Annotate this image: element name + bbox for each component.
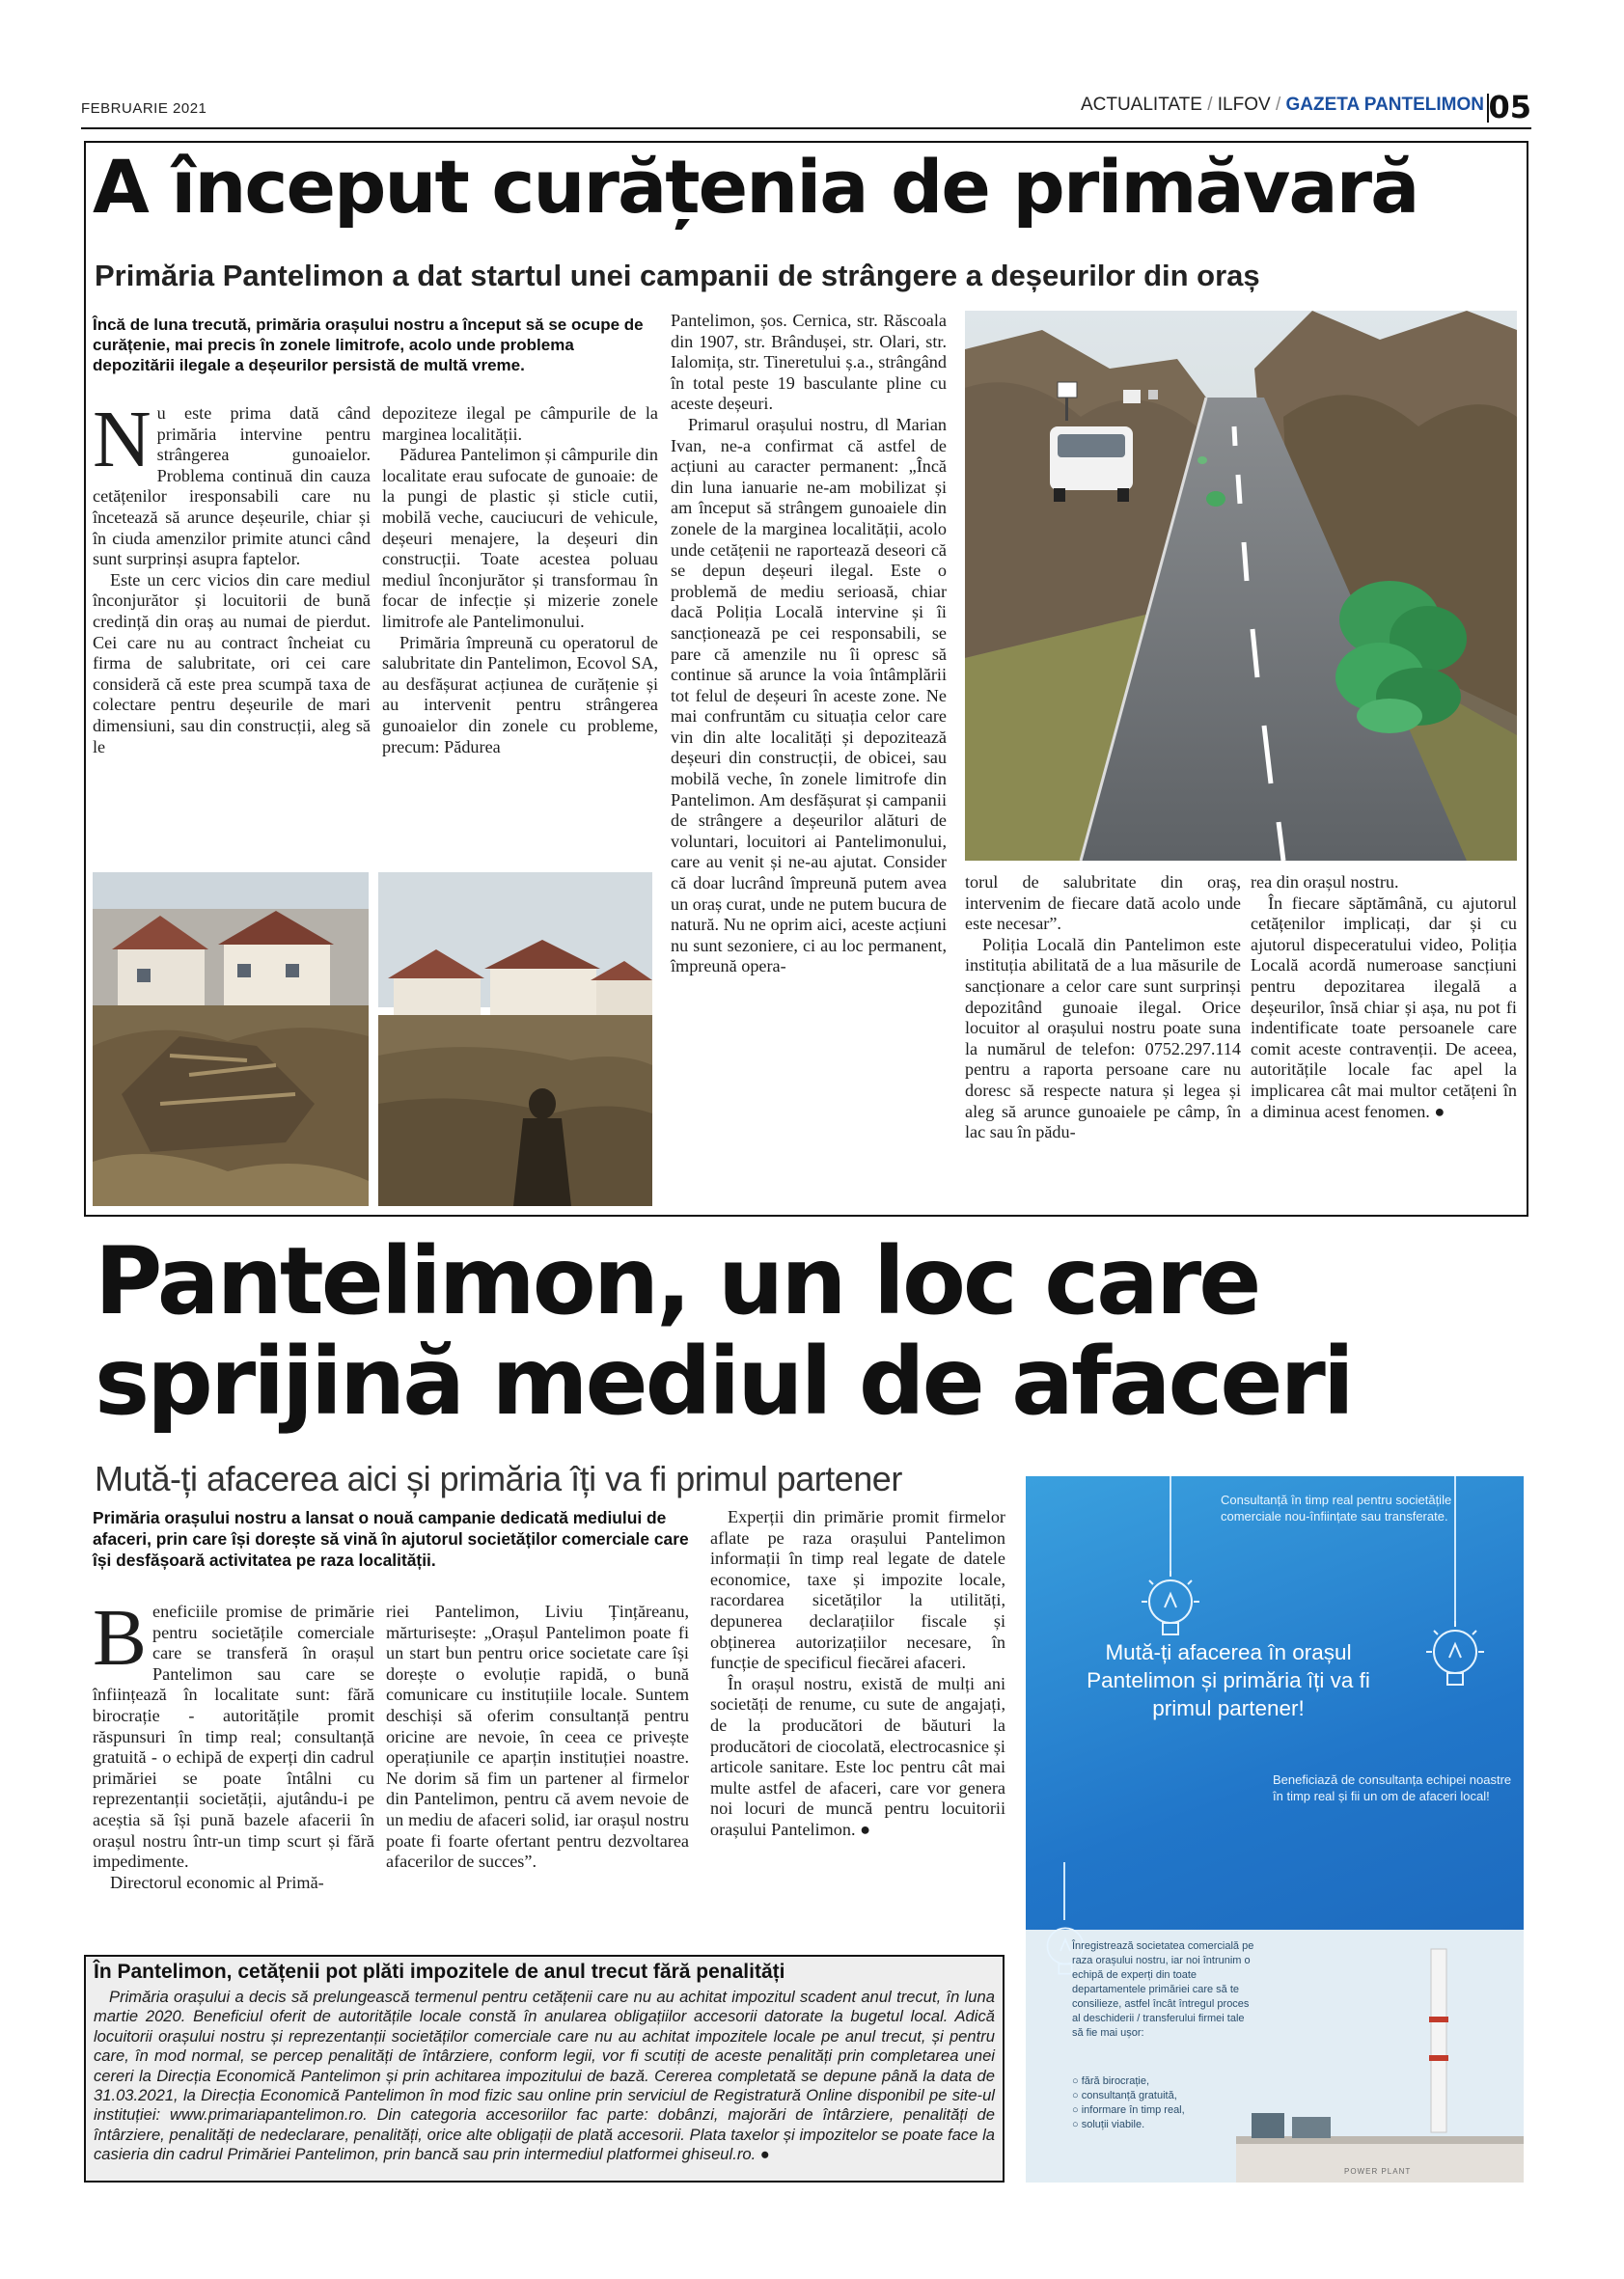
section-breadcrumb [1081,95,1484,116]
tax-notice-box [84,1955,1005,2183]
paragraph: riei Pantelimon, Liviu Țințăreanu, mărturisește: „Orașul Pantelimon poate fi un start bun pentru orice societate care își dorește o evoluție rapidă, o bună comunicare cu instituțiile locale. Suntem deschiși să oferim consultanță pentru oricine are nevoie, în ceea ce privește operațiunile ce aparțin instituției noastre. Ne dorim să fim un partener al firmelor din Pantelimon, pentru că avem nevoie de un mediu de afaceri solid, iar orașul nostru poate fi foarte ofertant pentru dezvoltarea afacerilor de succes”. [386,1602,689,1872]
paragraph: Directorul economic al Primă- [110,1872,324,1892]
article2-dropcap: B [93,1593,148,1683]
ad-benefit-list [1072,2074,1185,2132]
paragraph: Primăria împreună cu operatorul de salubritate din Pantelimon, Ecovol SA, au desfășurat acțiunea de curățenie și au intervenit pentru strângerea gunoaielor din zonele cu probleme, precum: Pădurea [382,632,658,756]
ad-mid-note: Beneficiază de consultanța echipei noastre în timp real și fii un om de afaceri local! [1273,1772,1512,1803]
page-number: 05 [1488,89,1531,125]
paragraph: eneficiile promise de primărie pentru societățile comerciale care se transferă în orașul Pantelimon sau care se înființează în localitate sunt: fără birocrație - autoritățile promit răspunsuri în timp real; consultanță gratuită - o echipă de experți din cadrul primăriei se poate întâlni cu reprezentanții societății, ajutându-i pe aceștia să își pună bazele afacerii în orașul nostru într-un timp scurt și fără impedimente. [93,1602,374,1872]
paragraph: torul de salubritate din oraș, intervenim de fiecare dată acolo unde este necesar”. [965,872,1241,934]
lightbulb-icon [1424,1619,1486,1696]
article1-column-1 [93,395,371,757]
article2-lead: Primăria orașului nostru a lansat o nouă campanie dedicată mediului de afaceri, prin care își dorește să vină în ajutorul societăților comerciale care își desfășoară activitatea pe raza localității. [93,1508,689,1570]
paragraph: Pantelimon, șos. Cernica, str. Răscoala din 1907, str. Brândușei, str. Olari, str. Ialomița, str. Tineretului ș.a., strângând în total peste 19 basculante pline cu aceste deșeuri. [671,311,947,414]
article2-headline-line2: sprijină mediul de afaceri [95,1328,1352,1436]
issue-date: FEBRUARIE 2021 [81,100,207,117]
cleared-field-drawing [378,872,652,1206]
ad-bottom-panel [1026,1930,1257,2183]
article2-column-1 [93,1593,374,1893]
article1-column-5 [1251,872,1517,1122]
building-sign: POWER PLANT [1344,2167,1412,2176]
business-ad [1026,1476,1524,2183]
breadcrumb-divider: / [1207,95,1213,115]
article2-subheadline: Mută-ți afacerea aici și primăria îți va fi primul partener [95,1459,902,1498]
paragraph: În fiecare săptămână, cu ajutorul cetățenilor implicați, dar și cu ajutorul dispeceratului video, Poliția Locală acordă numeroase sancțiuni pentru depozitarea ilegală a deșeurilor, însă chiar și așa, nu pot fi indentificate toate persoanele care comit aceste contravenții. De aceea, autoritățile locale fac apel la implicarea cât mai multor cetățeni în a diminua acest fenomen. ● [1251,892,1517,1121]
road-photo-drawing [965,311,1517,861]
paragraph: Experții din primărie promit firmelor aflate pe raza orașului Pantelimon informații în timp real legate de datele economice, taxe și impozite locale, racordarea sicetăților la utilități, depunerea declarațiilor fiscale și obținerea autorizațiilor necesare, în funcție de specificul fiecărei afaceri. [710,1507,1005,1673]
article1-subheadline: Primăria Pantelimon a dat startul unei campanii de strângere a deșeurilor din oraș [95,259,1260,292]
debris-photo-drawing [93,872,369,1206]
debris-photo [93,872,369,1206]
ad-benefit-item: ○ soluții viabile. [1072,2119,1145,2130]
section-ilfov: ILFOV [1217,95,1271,115]
section-actualitate: ACTUALITATE [1080,95,1202,115]
paragraph: Este un cerc vicios din care mediul înconjurător și locuitorii de bună credință din oraș au numai de pierdut. Cei care nu au contract încheiat cu firma de salubritate, ori cei care consideră că este prea scumpă taxa de colectare pentru deșeurile de mari dimensiuni, sau din construcții, aleg să le [93,569,371,756]
paragraph: rea din orașul nostru. [1251,872,1399,892]
paragraph: Poliția Locală din Pantelimon este instituția abilitată de a lua măsurile de sancționare a celor care sunt surprinși depozitând gunoaie ilegal. Orice locuitor al orașului nostru poate suna la numărul de telefon: 0752.297.114 pentru a raporta persoane care nu doresc să respecte natura și legea și aleg să arunce gunoaiele pe câmp, în lac sau în pădu- [965,934,1241,1142]
lightbulb-icon [1140,1569,1201,1646]
paragraph: În orașul nostru, există de mulți ani societăți de renume, cu sute de angajați, de la producători de băuturi la producători de ciocolată, electrocasnice și articole sanitare. Este loc pentru cât mai multe astfel de afaceri, care vor genera noi locuri de muncă pentru locuitorii orașului Pantelimon. ● [710,1673,1005,1839]
tax-notice-body: Primăria orașului a decis să prelungească termenul pentru cetățenii care nu au achitat impozitul scadent anul trecut, în luna martie 2020. Beneficiul oferit de autoritățile locale constă în anularea obligațiilor accesorii datorate la bugetul local. Adică locuitorii orașului nostru și reprezentanții societăților comerciale care nu au achitat impozitele locale pe anul trecut, și pentru care, în mod normal, se percep penalități de întârziere, conform legii, vor fi scutiți de aceste penalități prin completarea unei cereri la Direcția Economică Pantelimon și prin achitarea impozitului de bază. Cererea completată se depune până la data de 31.03.2021, la Direcția Economică Pantelimon în mod fizic sau online prin serviciul de Registratură Online disponibil pe site-ul instituției: www.primariapantelimon.ro. Din categoria accesoriilor fac parte: dobânzi, majorări de întârziere, penalități de întârziere, penalități de nedeclarare, penalități, orice alte obligații de plată accesorii. Plata taxelor și impozitelor se poate face la casieria din cadrul Primăriei Pantelimon, prin bancă sau prin intermediul platformei ghiseul.ro. ● [94,1988,995,2164]
article2-headline-line1: Pantelimon, un loc care [95,1227,1259,1335]
article1-column-2 [382,403,658,757]
article1-lead: Încă de luna trecută, primăria orașului nostru a început să se ocupe de curățenie, mai precis în zonele limitrofe, acolo unde problema depozitării ilegale a deșeurilor persistă de multă vreme. [93,316,644,374]
ad-benefit-item: ○ fără birocrație, [1072,2075,1150,2087]
ad-benefit-item: ○ informare în timp real, [1072,2104,1185,2116]
paragraph: Primarul orașului nostru, dl Marian Ivan, ne-a confirmat că astfel de acțiuni au caracter permanent: „Încă din luna ianuarie ne-am mobilizat și am început să strângem gunoaiele din zonele de la marginea localității, acolo unde cetățenii ne raportează deseori că se depun deșeuri ilegal. Este o problemă de mediu serioasă, chiar dacă Poliția Locală intervine și îi sancționează pe cei responsabili, se pare că amenzile nu îi opresc să continue să arunce la voia întâmplării tot felul de deșeuri în aceste zone. Ne mai confruntăm cu situația celor care vin din alte localități și depozitează deșeuri din construcții, de obicei, sau mobilă veche, în zonele limitrofe din Pantelimon. Am desfășurat și campanii de strângere a deșeurilor alături de voluntari, locuitori ai Pantelimonului, care au venit și ne-au ajutat. Consider că doar lucrând împreună putem avea un oraș curat, unde ne putem bucura de natură. Nu ne oprim aici, aceste acțiuni nu sunt sezoniere, ci au loc permanent, împreună opera- [671,414,947,976]
paragraph: depoziteze ilegal pe câmpurile de la marginea localității. [382,403,658,444]
road-photo [965,311,1517,861]
breadcrumb-divider: / [1275,95,1281,115]
tax-notice-title: În Pantelimon, cetățenii pot plăti impozitele de anul trecut fără penalități [94,1961,785,1983]
article1-headline: A început curățenia de primăvară [93,144,1418,230]
paragraph: Pădurea Pantelimon și câmpurile din localitate erau sufocate de gunoaie: de la pungi de plastic și sticle cutii, mobilă veche, cauciucuri de vehicule, deșeuri menajere, la deșeuri din construcții. Toate acestea poluau mediul înconjurător și transformau în focar de infecție și mizerie zonele limitrofe ale Pantelimonului. [382,445,658,631]
ad-bottom-note: Înregistrează societatea comercială pe raza orașului nostru, iar noi întrunim o echipă de experți din toate departamentele primăriei care să te consilieze, astfel încât întregul proces al deschiderii / transferului firmei tale să fie mai ușor: [1072,1940,1254,2039]
cleared-field-photo [378,872,652,1206]
article2-headline [95,1227,1523,1436]
article1-dropcap: N [93,395,151,484]
header-rule [81,127,1531,129]
paragraph: u este prima dată când primăria intervine pentru strângerea gunoaielor. Problema continuă din cauza cetățenilor iresponsabili care nu încetează să arunce deșeurile, chiar și în ciuda amenzilor primite atunci când sunt surprinși asupra faptelor. [93,403,371,569]
article1-column-4 [965,872,1241,1143]
article2-column-3 [710,1507,1005,1841]
ad-top-note: Consultanță în timp real pentru societățile comerciale nou-înființate sau transferate. [1221,1493,1452,1524]
publication-name: GAZETA PANTELIMON [1285,95,1484,115]
ad-headline: Mută-ți afacerea în orașul Pantelimon și primăria îți va fi primul partener! [1087,1640,1370,1720]
ad-benefit-item: ○ consultanță gratuită, [1072,2090,1177,2101]
article1-column-3 [671,311,947,977]
article2-column-2 [386,1602,689,1873]
